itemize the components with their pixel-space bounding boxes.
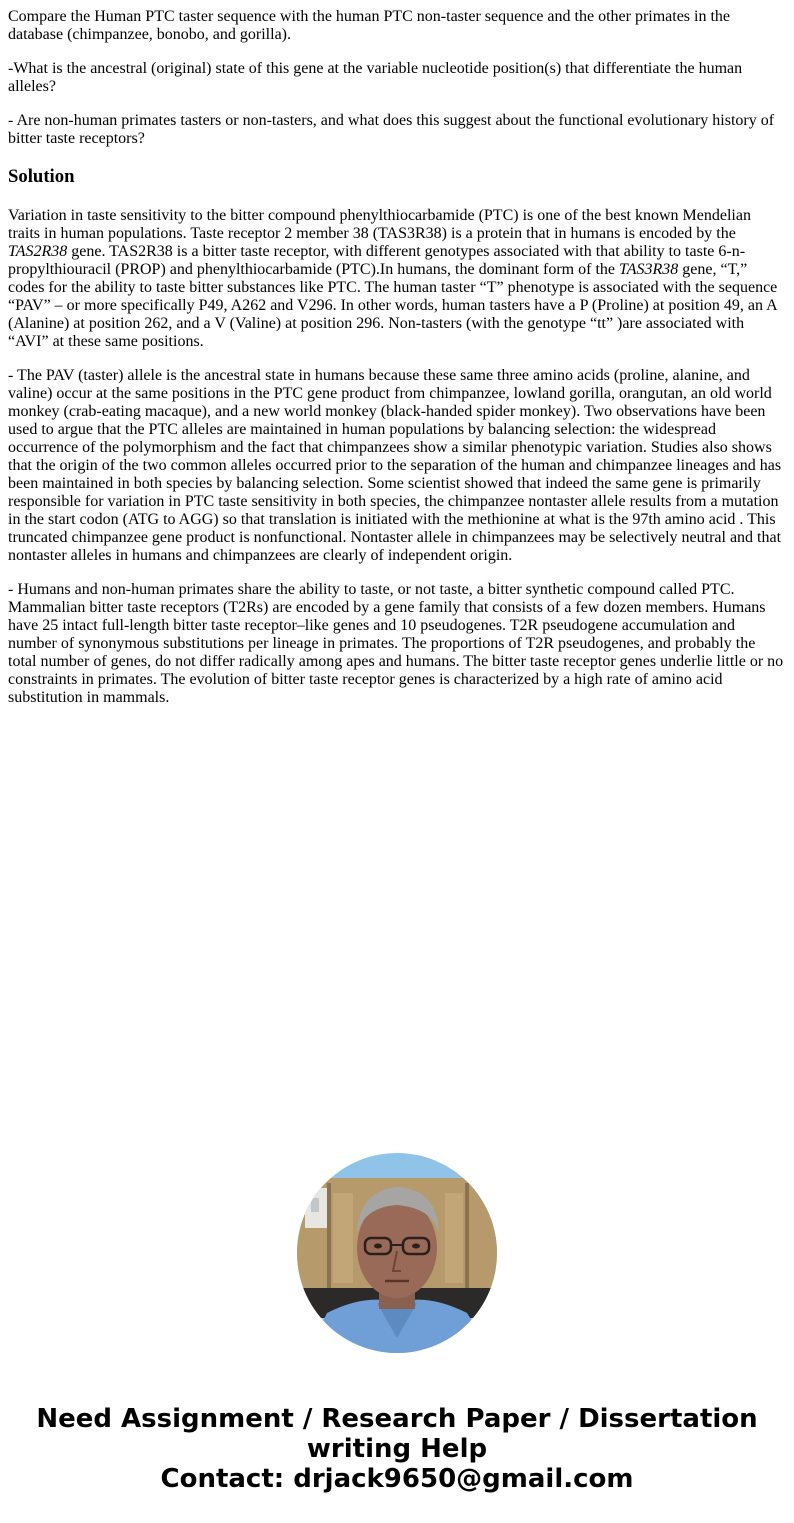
p1-text-b: gene. TAS2R38 is a bitter taste receptor, with different genotypes associated with that ability to taste 6-n-propylthiouracil (PROP) and phenylthiocarbamide (PTC).In humans, the dominant form of the [8, 243, 746, 278]
document-body [8, 8, 786, 723]
question-2: - Are non-human primates tasters or non-tasters, and what does this suggest about the functional evolutionary history of bitter taste receptors? [8, 112, 775, 147]
promo-contact: Contact: drjack9650@gmail.com [160, 1464, 634, 1494]
solution-heading: Solution [8, 166, 75, 187]
gene-name-tas3r38: TAS3R38 [619, 261, 679, 278]
p1-text-a: Variation in taste sensitivity to the bitter compound phenylthiocarbamide (PTC) is one of the best known Mendelian traits in human populations. Taste receptor 2 member 38 (TAS3R38) is a protein that in humans is encoded by the [8, 207, 751, 242]
solution-paragraph-3: - Humans and non-human primates share the ability to taste, or not taste, a bitter synthetic compound called PTC. Mammalian bitter taste receptors (T2Rs) are encoded by a gene family that consists of a few dozen members. Humans have 25 intact full-length bitter taste receptor–like genes and 10 pseudogenes. T2R pseudogene accumulation and number of synonymous substitutions per lineage in primates. The proportions of T2R pseudogenes, and probably the total number of genes, do not differ radically among apes and humans. The bitter taste receptor genes underlie little or no constraints in primates. The evolution of bitter taste receptor genes is characterized by a high rate of amino acid substitution in mammals. [8, 581, 784, 706]
question-1: -What is the ancestral (original) state of this gene at the variable nucleotide position(s) that differentiate the human alleles? [8, 60, 743, 95]
p1-text-c: gene, “T,” codes for the ability to taste bitter substances like PTC. The human taster “T” phenotype is associated with the sequence “PAV” – or more specifically P49, A262 and V296. In other words, human tasters have a P (Proline) at position 49, an A (Alanine) at position 262, and a V (Valine) at position 296. Non-tasters (with the genotype “tt” )are associated with “AVI” at these same positions. [8, 261, 778, 350]
promo-line-1: Need Assignment / Research Paper / Dissertation [36, 1404, 758, 1434]
solution-paragraph-2: - The PAV (taster) allele is the ancestral state in humans because these same three amino acids (proline, alanine, and valine) occur at the same positions in the PTC gene product from chimpanzee, lowland gorilla, orangutan, an old world monkey (crab-eating macaque), and a new world monkey (black-handed spider monkey). Two observations have been used to argue that the PTC alleles are maintained in human populations by balancing selection: the widespread occurrence of the polymorphism and the fact that chimpanzees show a similar phenotypic variation. Studies also shows that the origin of the two common alleles occurred prior to the separation of the human and chimpanzee lineages and has been maintained in both species by balancing selection. Some scientist showed that indeed the same gene is primarily responsible for variation in PTC taste sensitivity in both species, the chimpanzee nontaster allele results from a mutation in the start codon (ATG to AGG) so that translation is initiated with the methionine at what is the 97th amino acid . This truncated chimpanzee gene product is nonfunctional. Nontaster allele in chimpanzees may be selectively neutral and that nontaster alleles in humans and chimpanzees are clearly of independent origin. [8, 367, 782, 564]
question-intro: Compare the Human PTC taster sequence with the human PTC non-taster sequence and the other primates in the database (chimpanzee, bonobo, and gorilla). [8, 8, 731, 43]
promo-banner [0, 1404, 794, 1494]
author-avatar [297, 1153, 497, 1353]
solution-paragraph-1 [8, 207, 786, 351]
gene-name-tas2r38: TAS2R38 [8, 243, 68, 260]
portrait-photo-icon [297, 1153, 497, 1353]
promo-line-2: writing Help [306, 1434, 488, 1464]
